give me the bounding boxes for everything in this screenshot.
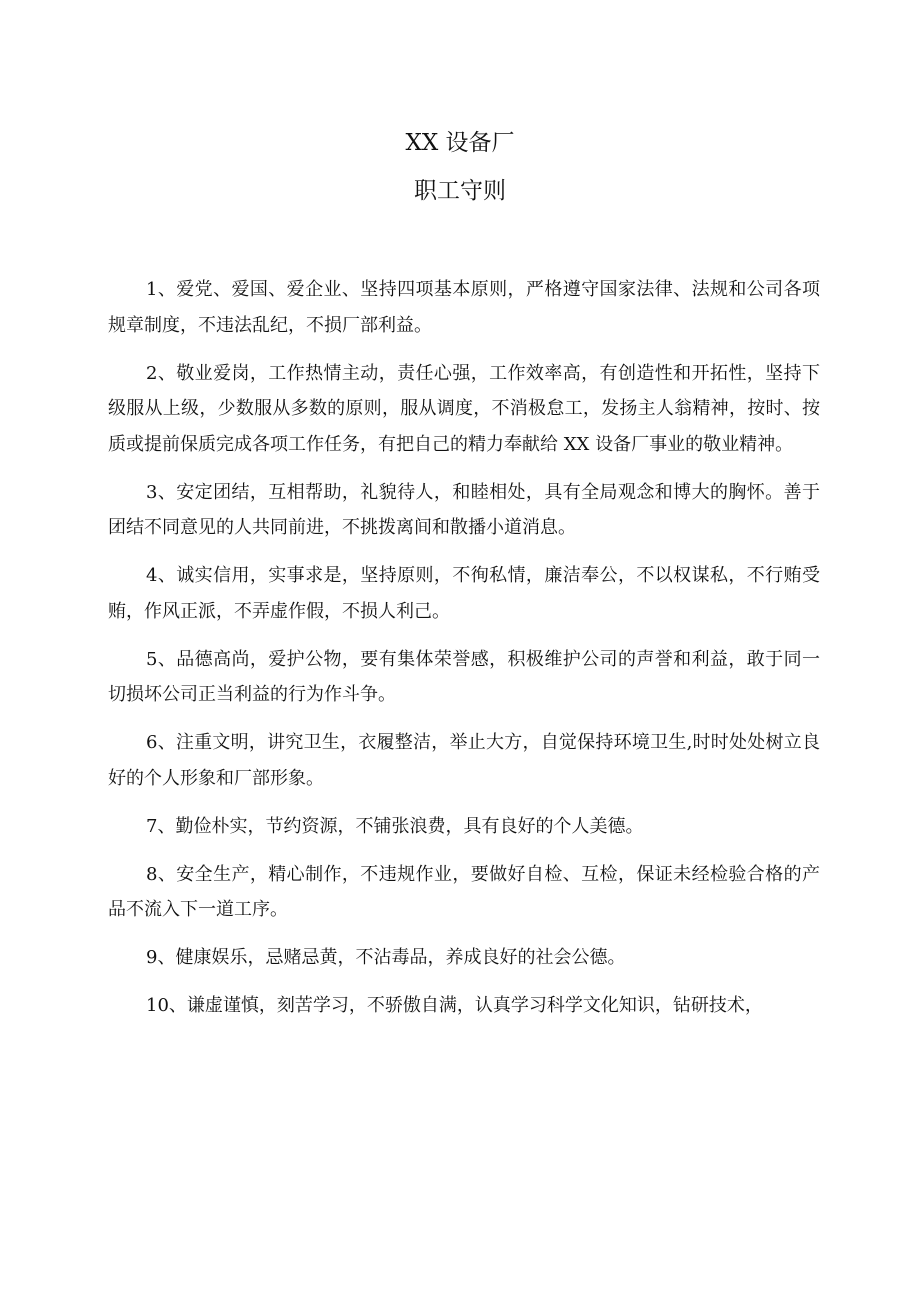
rule-item: 10、谦虚谨慎，刻苦学习，不骄傲自满，认真学习科学文化知识，钻研技术， bbox=[146, 995, 763, 1016]
document-subtitle: 职工守则 bbox=[414, 178, 506, 204]
rule-item: 5、品德高尚，爱护公物，要有集体荣誉感，积极维护公司的声誉和利益，敢于同一切损坏公司正当利益的行为作斗争。 bbox=[108, 648, 820, 705]
rule-item: 1、爱党、爱国、爱企业、坚持四项基本原则，严格遵守国家法律、法规和公司各项规章制度，不违法乱纪，不损厂部利益。 bbox=[108, 279, 820, 336]
rules-list bbox=[108, 272, 820, 1036]
rule-item: 9、健康娱乐，忌赌忌黄，不沾毒品，养成良好的社会公德。 bbox=[146, 947, 626, 968]
rule-item: 6、注重文明，讲究卫生，衣履整洁，举止大方，自觉保持环境卫生,时时处处树立良好的个人形象和厂部形象。 bbox=[108, 732, 820, 789]
rule-item: 4、诚实信用，实事求是，坚持原则，不徇私情，廉洁奉公，不以权谋私，不行贿受贿，作风正派，不弄虚作假，不损人利己。 bbox=[108, 565, 820, 622]
rule-item: 8、安全生产，精心制作，不违规作业，要做好自检、互检，保证未经检验合格的产品不流入下一道工序。 bbox=[108, 863, 820, 920]
rule-item: 7、勤俭朴实，节约资源，不铺张浪费，具有良好的个人美德。 bbox=[146, 815, 644, 837]
document-title: XX 设备厂 bbox=[405, 130, 515, 156]
rule-item: 2、敬业爱岗，工作热情主动，责任心强，工作效率高，有创造性和开拓性，坚持下级服从上级，少数服从多数的原则，服从调度，不消极怠工，发扬主人翁精神，按时、按质或提前保质完成各项工作任务，有把自己的精力奉献给 XX 设备厂事业的敬业精神。 bbox=[108, 362, 820, 455]
rule-item: 3、安定团结，互相帮助，礼貌待人，和睦相处，具有全局观念和博大的胸怀。善于团结不同意见的人共同前进，不挑拨离间和散播小道消息。 bbox=[108, 481, 820, 538]
